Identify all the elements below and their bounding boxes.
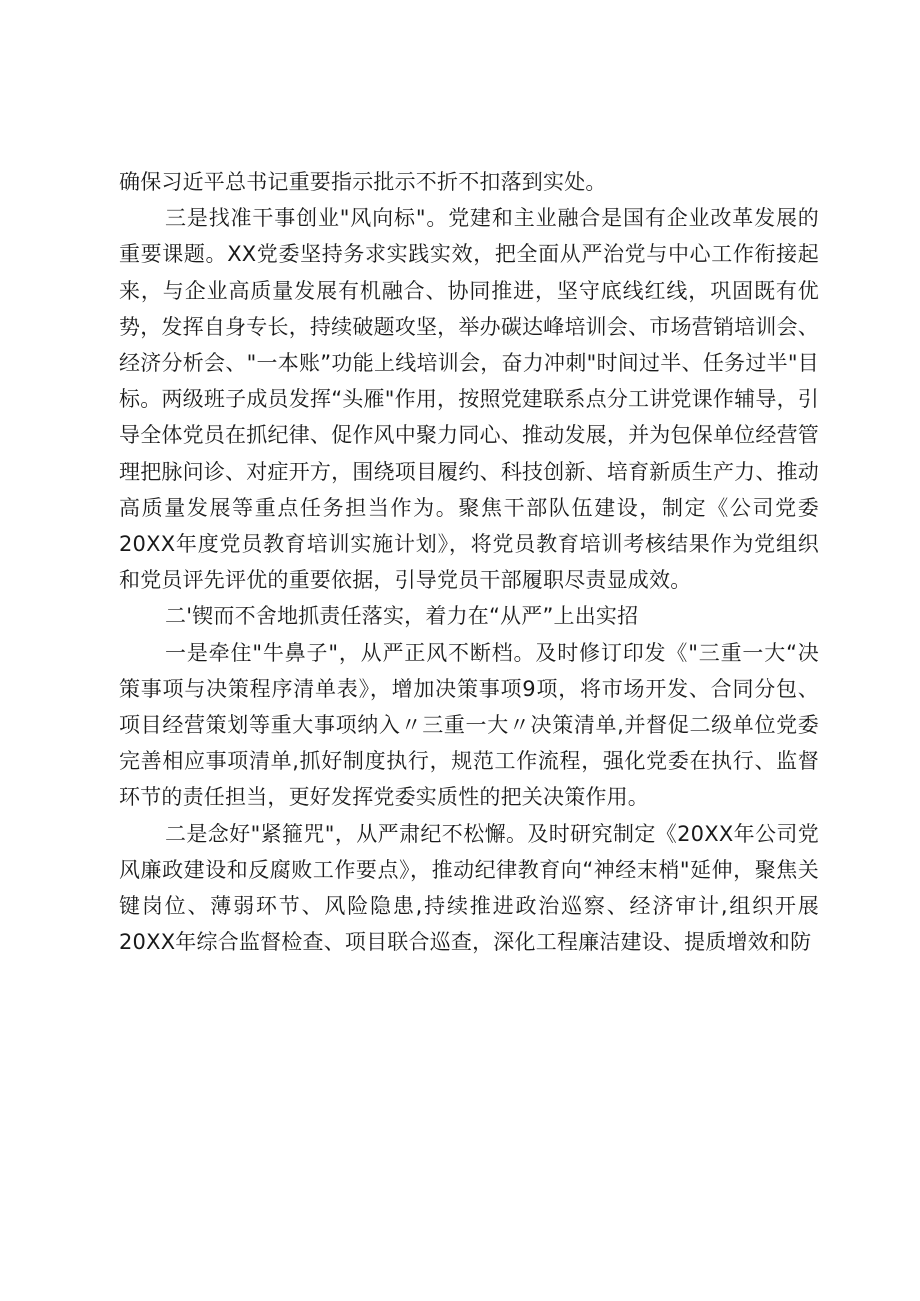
paragraph-one-strict-style: 一是牵住"牛鼻子"，从严正风不断档。及时修订印发《"三重一大“决策事项与决策程序清单表》，增加决策事项9项，将市场开发、合同分包、项目经营策划等重大事项纳入〃三重一大〃决策清单,并督促二级单位党委完善相应事项清单,抓好制度执行，规范工作流程，强化党委在执行、监督环节的责任担当，更好发挥党委实质性的把关决策作用。 [119, 640, 819, 810]
section-heading-responsibility: 二'锲而不舍地抓责任落实，着力在“从严”上出实招 [165, 604, 639, 629]
paragraph-continuation: 确保习近平总书记重要指示批示不折不扣落到实处。 [119, 170, 607, 194]
paragraph-three-wind-vane: 三是找准干事创业"风向标"。党建和主业融合是国有企业改革发展的重要课题。XX党委坚持务求实践实效，把全面从严治党与中心工作衔接起来，与企业高质量发展有机融合、协同推进，坚守底线红线，巩固既有优势，发挥自身专长，持续破题攻坚，举办碳达峰培训会、市场营销培训会、经济分析会、"一本账”功能上线培训会，奋力冲刺"时间过半、任务过半"目标。两级班子成员发挥“头雁"作用，按照党建联系点分工讲党课作辅导，引导全体党员在抓纪律、促作风中聚力同心、推动发展，并为包保单位经营管理把脉问诊、对症开方，围绕项目履约、科技创新、培育新质生产力、推动高质量发展等重点任务担当作为。聚焦干部队伍建设，制定《公司党委20XX年度党员教育培训实施计划》，将党员教育培训考核结果作为党组织和党员评先评优的重要依据，引导党员干部履职尽责显成效。 [119, 206, 819, 593]
document-body [119, 164, 819, 960]
paragraph-two-strict-discipline: 二是念好"紧箍咒"，从严肃纪不松懈。及时研究制定《20XX年公司党风廉政建设和反腐败工作要点》，推动纪律教育向“神经末梢"延伸，聚焦关键岗位、薄弱环节、风险隐患,持续推进政治巡察、经济审计,组织开展20XX年综合监督检查、项目联合巡查，深化工程廉洁建设、提质增效和防 [119, 821, 819, 955]
